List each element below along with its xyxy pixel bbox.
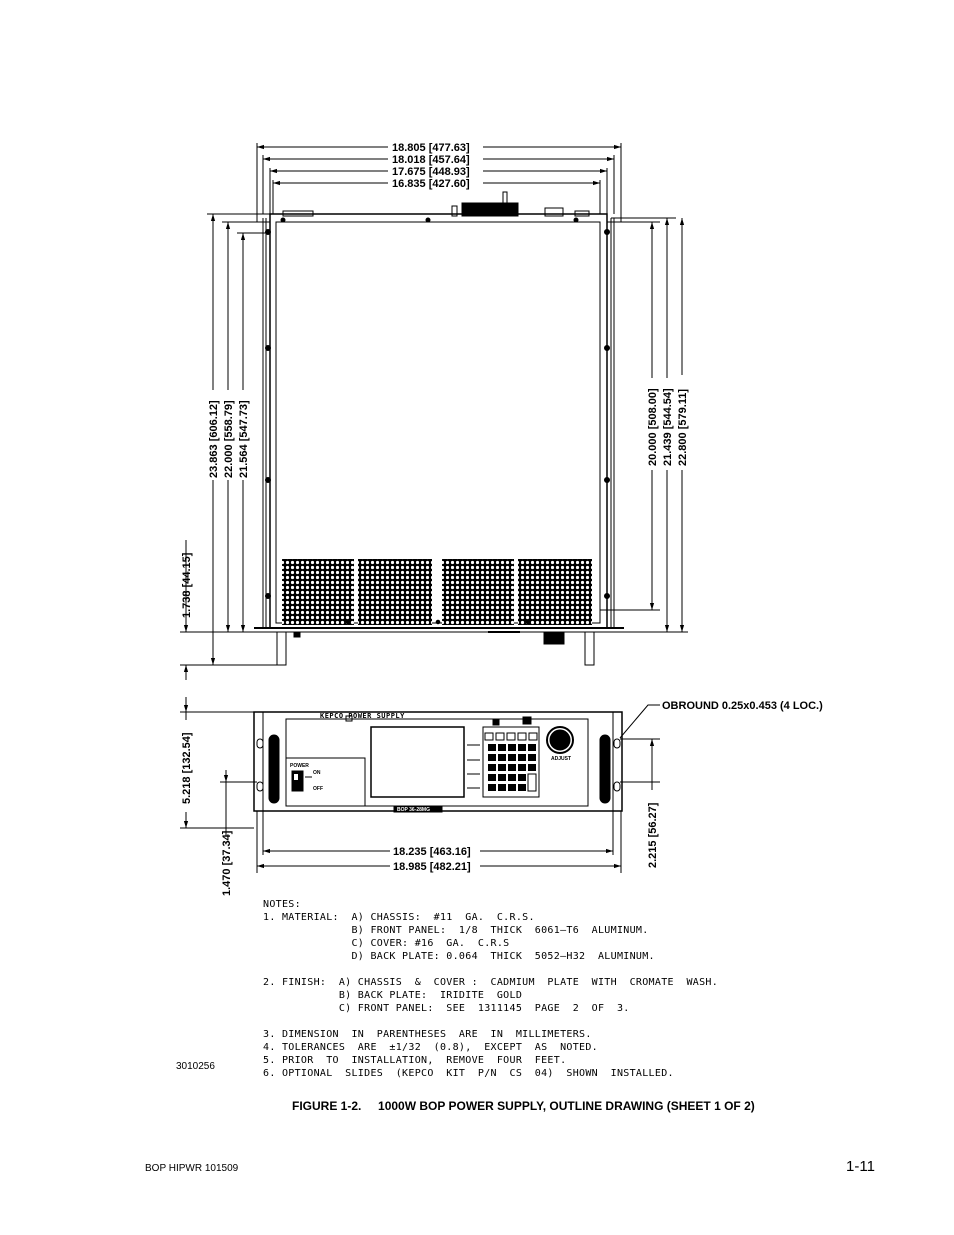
notes-line: C) FRONT PANEL: SEE 1311145 PAGE 2 OF 3. xyxy=(263,1003,630,1014)
top-view xyxy=(180,143,688,680)
right-height-dim-1: 20.000 [508.00] xyxy=(647,388,659,466)
notes-line: 3. DIMENSION IN PARENTHESES ARE IN MILLIMETERS. xyxy=(263,1029,592,1040)
notes-line: C) COVER: #16 GA. C.R.S xyxy=(263,938,510,949)
width-dim-4: 16.835 [427.60] xyxy=(392,178,470,190)
adjust-label: ADJUST xyxy=(551,756,572,762)
on-label: ON xyxy=(313,770,321,776)
obround-callout: OBROUND 0.25x0.453 (4 LOC.) xyxy=(662,700,823,712)
left-height-dim-4: 1.738 [44.15] xyxy=(181,552,193,618)
left-height-dim-1: 23.863 [606.12] xyxy=(208,400,220,478)
width-dim-2: 18.018 [457.64] xyxy=(392,154,470,166)
off-label: OFF xyxy=(313,786,323,792)
width-dim-3: 17.675 [448.93] xyxy=(392,166,470,178)
panel-brand-label: KEPCO POWER SUPPLY xyxy=(320,712,405,720)
notes-line: 2. FINISH: A) CHASSIS & COVER : CADMIUM PLATE WITH CROMATE WASH. xyxy=(263,977,719,988)
front-bottom-dim: 1.470 [37.34] xyxy=(221,830,233,896)
figure-caption: FIGURE 1-2. 1000W BOP POWER SUPPLY, OUTLINE DRAWING (SHEET 1 OF 2) xyxy=(292,1099,755,1113)
notes-line: D) BACK PLATE: 0.064 THICK 5052–H32 ALUMINUM. xyxy=(263,951,655,962)
footer-page-number: 1-11 xyxy=(846,1158,875,1175)
right-height-dim-2: 21.439 [544.54] xyxy=(662,388,674,466)
notes-block xyxy=(263,898,718,1080)
front-width-dim-2: 18.985 [482.21] xyxy=(393,861,471,873)
notes-line: NOTES: xyxy=(263,899,301,910)
notes-line: B) FRONT PANEL: 1/8 THICK 6061–T6 ALUMINUM. xyxy=(263,925,649,936)
power-label: POWER xyxy=(290,763,309,769)
notes-line: 6. OPTIONAL SLIDES (KEPCO KIT P/N CS 04) SHOWN INSTALLED. xyxy=(263,1068,674,1079)
notes-line: 1. MATERIAL: A) CHASSIS: #11 GA. C.R.S. xyxy=(263,912,535,923)
notes-line: 4. TOLERANCES ARE ±1/32 (0.8), EXCEPT AS NOTED. xyxy=(263,1042,598,1053)
width-dim-1: 18.805 [477.63] xyxy=(392,142,470,154)
front-width-dim-1: 18.235 [463.16] xyxy=(393,846,471,858)
front-height-dim: 5.218 [132.54] xyxy=(181,732,193,804)
footer-doc-id: BOP HIPWR 101509 xyxy=(145,1163,239,1174)
front-right-dim: 2.215 [56.27] xyxy=(647,802,659,868)
notes-line: 5. PRIOR TO INSTALLATION, REMOVE FOUR FEET. xyxy=(263,1055,567,1066)
notes-line: B) BACK PLATE: IRIDITE GOLD xyxy=(263,990,523,1001)
left-height-dim-2: 22.000 [558.79] xyxy=(223,400,235,478)
model-plate-label: BOP 36-28MG xyxy=(397,807,430,813)
drawing-number: 3010256 xyxy=(176,1061,215,1072)
right-height-dim-3: 22.800 [579.11] xyxy=(677,388,689,466)
left-height-dim-3: 21.564 [547.73] xyxy=(238,400,250,478)
